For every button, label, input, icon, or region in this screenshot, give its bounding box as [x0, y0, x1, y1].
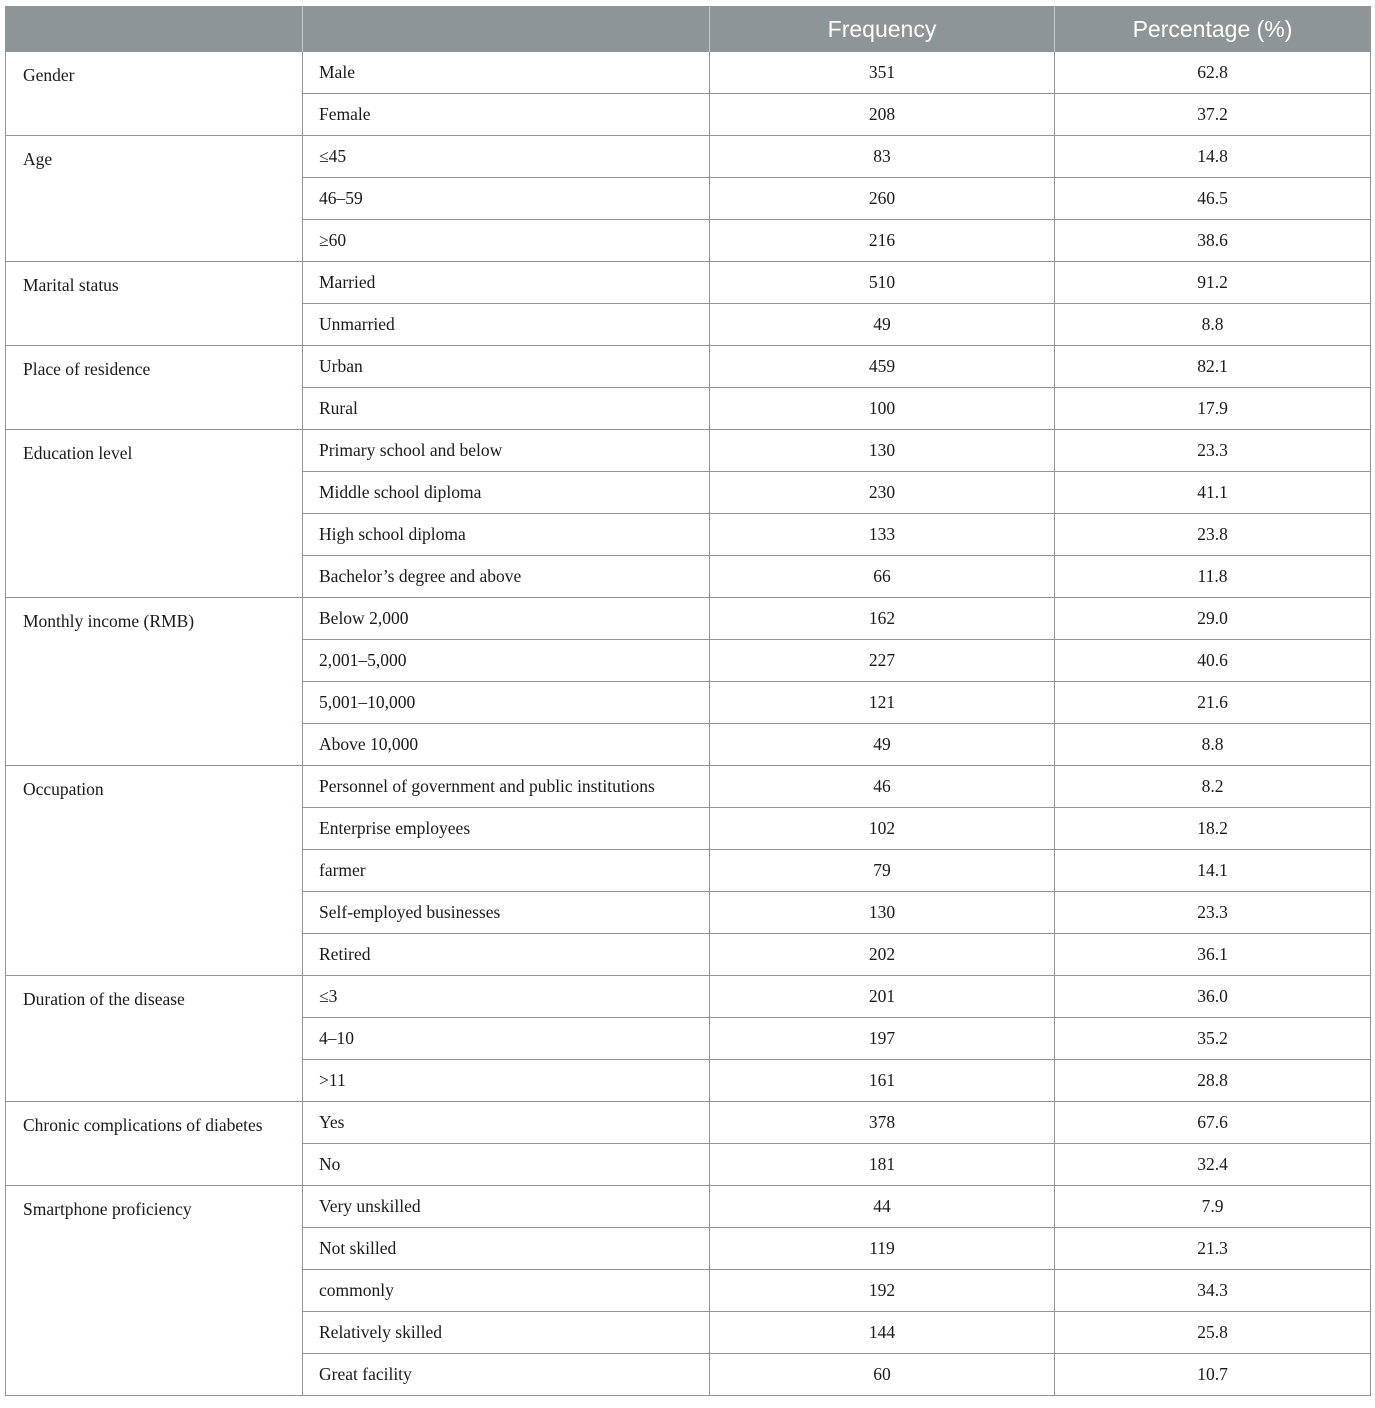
subcategory-cell: Very unskilled [303, 1186, 710, 1228]
table-row [6, 766, 1371, 808]
table-row [6, 52, 1371, 94]
subcategory-cell: ≤45 [303, 136, 710, 178]
percentage-cell: 14.8 [1055, 136, 1371, 178]
percentage-cell: 23.8 [1055, 514, 1371, 556]
percentage-cell: 37.2 [1055, 94, 1371, 136]
subcategory-cell: ≥60 [303, 220, 710, 262]
frequency-cell: 230 [710, 472, 1055, 514]
frequency-cell: 227 [710, 640, 1055, 682]
subcategory-cell: Not skilled [303, 1228, 710, 1270]
table-row [6, 262, 1371, 304]
percentage-cell: 82.1 [1055, 346, 1371, 388]
subcategory-cell: No [303, 1144, 710, 1186]
subcategory-cell: 2,001–5,000 [303, 640, 710, 682]
frequency-cell: 130 [710, 892, 1055, 934]
category-cell: Marital status [6, 262, 303, 346]
header-frequency: Frequency [710, 7, 1055, 52]
table-row [6, 136, 1371, 178]
table-row [6, 346, 1371, 388]
subcategory-cell: 4–10 [303, 1018, 710, 1060]
frequency-cell: 216 [710, 220, 1055, 262]
percentage-cell: 34.3 [1055, 1270, 1371, 1312]
subcategory-cell: Relatively skilled [303, 1312, 710, 1354]
header-subcategory [303, 7, 710, 52]
percentage-cell: 67.6 [1055, 1102, 1371, 1144]
subcategory-cell: farmer [303, 850, 710, 892]
percentage-cell: 36.0 [1055, 976, 1371, 1018]
table-row [6, 598, 1371, 640]
subcategory-cell: Middle school diploma [303, 472, 710, 514]
table-row [6, 430, 1371, 472]
percentage-cell: 11.8 [1055, 556, 1371, 598]
subcategory-cell: Bachelor’s degree and above [303, 556, 710, 598]
frequency-cell: 119 [710, 1228, 1055, 1270]
frequency-cell: 66 [710, 556, 1055, 598]
subcategory-cell: 46–59 [303, 178, 710, 220]
subcategory-cell: commonly [303, 1270, 710, 1312]
header-category [6, 7, 303, 52]
frequency-cell: 202 [710, 934, 1055, 976]
subcategory-cell: Urban [303, 346, 710, 388]
category-cell: Smartphone proficiency [6, 1186, 303, 1396]
category-cell: Occupation [6, 766, 303, 976]
percentage-cell: 17.9 [1055, 388, 1371, 430]
frequency-cell: 510 [710, 262, 1055, 304]
table-row [6, 976, 1371, 1018]
frequency-cell: 130 [710, 430, 1055, 472]
table-row [6, 1102, 1371, 1144]
category-cell: Place of residence [6, 346, 303, 430]
frequency-cell: 79 [710, 850, 1055, 892]
percentage-cell: 10.7 [1055, 1354, 1371, 1396]
subcategory-cell: Above 10,000 [303, 724, 710, 766]
subcategory-cell: Enterprise employees [303, 808, 710, 850]
demographics-table [5, 6, 1371, 1396]
frequency-cell: 100 [710, 388, 1055, 430]
percentage-cell: 21.6 [1055, 682, 1371, 724]
frequency-cell: 144 [710, 1312, 1055, 1354]
percentage-cell: 14.1 [1055, 850, 1371, 892]
frequency-cell: 102 [710, 808, 1055, 850]
subcategory-cell: Below 2,000 [303, 598, 710, 640]
percentage-cell: 40.6 [1055, 640, 1371, 682]
subcategory-cell: Self-employed businesses [303, 892, 710, 934]
percentage-cell: 46.5 [1055, 178, 1371, 220]
subcategory-cell: Primary school and below [303, 430, 710, 472]
percentage-cell: 25.8 [1055, 1312, 1371, 1354]
subcategory-cell: Great facility [303, 1354, 710, 1396]
percentage-cell: 91.2 [1055, 262, 1371, 304]
table-header [6, 7, 1371, 52]
category-cell: Age [6, 136, 303, 262]
subcategory-cell: Rural [303, 388, 710, 430]
frequency-cell: 46 [710, 766, 1055, 808]
category-cell: Duration of the disease [6, 976, 303, 1102]
subcategory-cell: >11 [303, 1060, 710, 1102]
percentage-cell: 32.4 [1055, 1144, 1371, 1186]
subcategory-cell: High school diploma [303, 514, 710, 556]
percentage-cell: 41.1 [1055, 472, 1371, 514]
category-cell: Education level [6, 430, 303, 598]
percentage-cell: 28.8 [1055, 1060, 1371, 1102]
frequency-cell: 459 [710, 346, 1055, 388]
percentage-cell: 7.9 [1055, 1186, 1371, 1228]
percentage-cell: 29.0 [1055, 598, 1371, 640]
subcategory-cell: Retired [303, 934, 710, 976]
percentage-cell: 8.8 [1055, 304, 1371, 346]
percentage-cell: 62.8 [1055, 52, 1371, 94]
frequency-cell: 162 [710, 598, 1055, 640]
frequency-cell: 208 [710, 94, 1055, 136]
frequency-cell: 83 [710, 136, 1055, 178]
subcategory-cell: Married [303, 262, 710, 304]
subcategory-cell: ≤3 [303, 976, 710, 1018]
frequency-cell: 192 [710, 1270, 1055, 1312]
subcategory-cell: Unmarried [303, 304, 710, 346]
frequency-cell: 44 [710, 1186, 1055, 1228]
header-percentage: Percentage (%) [1055, 7, 1371, 52]
category-cell: Chronic complications of diabetes [6, 1102, 303, 1186]
subcategory-cell: Personnel of government and public institutions [303, 766, 710, 808]
percentage-cell: 35.2 [1055, 1018, 1371, 1060]
category-cell: Gender [6, 52, 303, 136]
frequency-cell: 60 [710, 1354, 1055, 1396]
table-row [6, 1186, 1371, 1228]
percentage-cell: 38.6 [1055, 220, 1371, 262]
header-row [6, 7, 1371, 52]
subcategory-cell: 5,001–10,000 [303, 682, 710, 724]
subcategory-cell: Female [303, 94, 710, 136]
frequency-cell: 181 [710, 1144, 1055, 1186]
frequency-cell: 161 [710, 1060, 1055, 1102]
frequency-cell: 133 [710, 514, 1055, 556]
percentage-cell: 23.3 [1055, 892, 1371, 934]
percentage-cell: 8.2 [1055, 766, 1371, 808]
category-cell: Monthly income (RMB) [6, 598, 303, 766]
demographics-table-container [5, 6, 1370, 1396]
frequency-cell: 260 [710, 178, 1055, 220]
percentage-cell: 18.2 [1055, 808, 1371, 850]
frequency-cell: 197 [710, 1018, 1055, 1060]
frequency-cell: 351 [710, 52, 1055, 94]
frequency-cell: 49 [710, 304, 1055, 346]
percentage-cell: 21.3 [1055, 1228, 1371, 1270]
subcategory-cell: Yes [303, 1102, 710, 1144]
percentage-cell: 8.8 [1055, 724, 1371, 766]
frequency-cell: 378 [710, 1102, 1055, 1144]
subcategory-cell: Male [303, 52, 710, 94]
frequency-cell: 121 [710, 682, 1055, 724]
frequency-cell: 201 [710, 976, 1055, 1018]
frequency-cell: 49 [710, 724, 1055, 766]
percentage-cell: 23.3 [1055, 430, 1371, 472]
table-body [6, 52, 1371, 1396]
percentage-cell: 36.1 [1055, 934, 1371, 976]
